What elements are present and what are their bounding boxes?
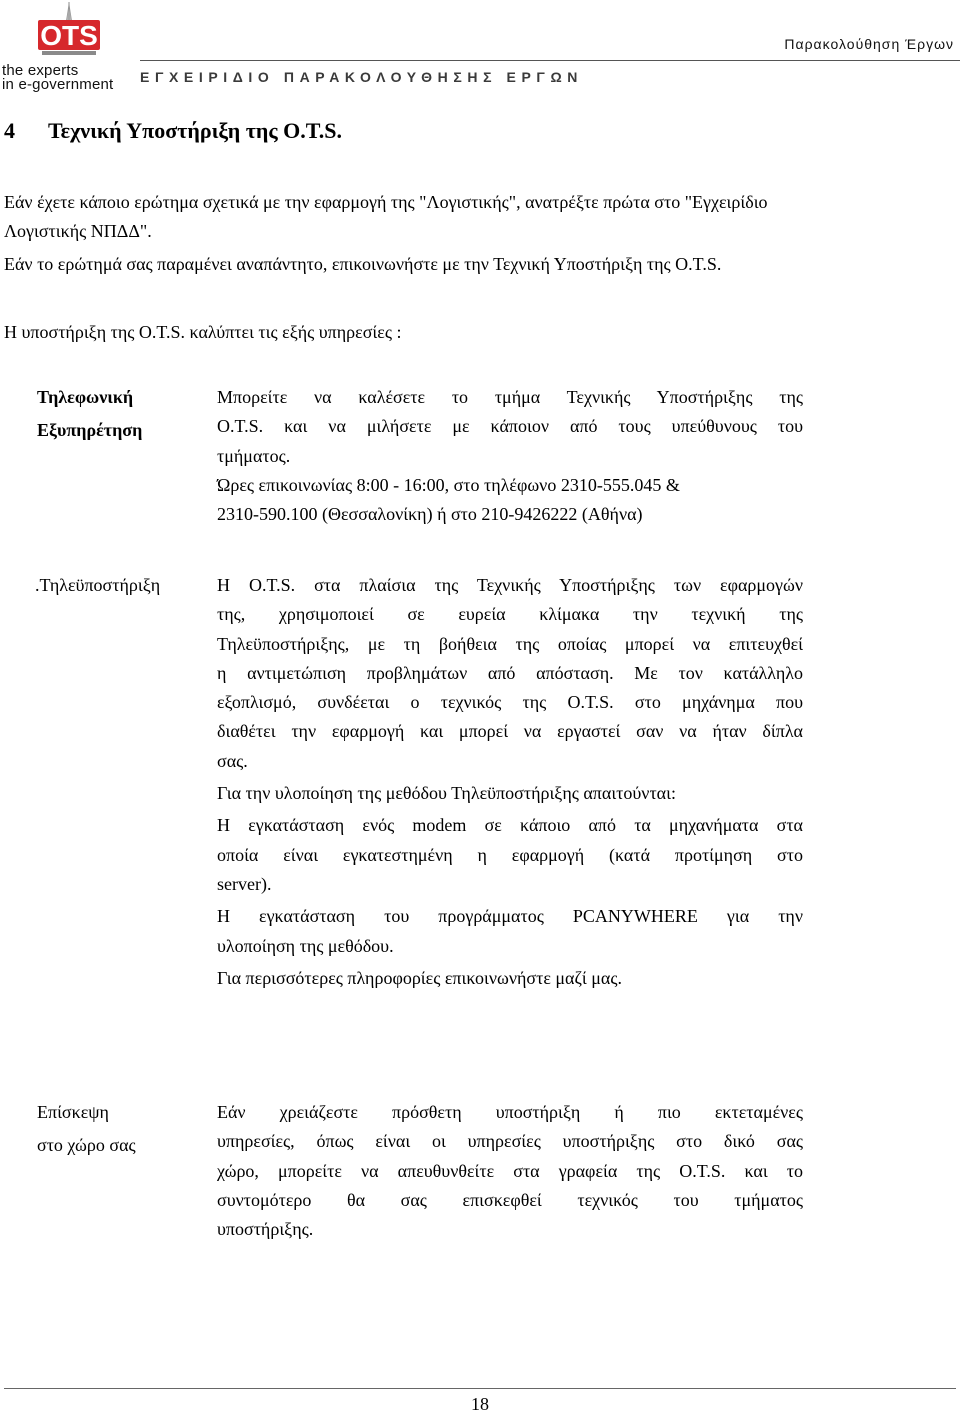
- visit-line: Εάν χρειάζεστε πρόσθετη υποστήριξη ή πιο εκτεταμένες: [217, 1102, 803, 1122]
- remote-line: της, χρησιμοποιεί σε ευρεία κλίμακα την τεχνική της: [217, 604, 803, 625]
- remote-line: σας.: [217, 750, 248, 771]
- remote-support-label: .Τηλεϋποστήριξη: [35, 575, 161, 595]
- page-header: [0, 0, 960, 100]
- logo-tagline-line1: the experts: [2, 62, 79, 79]
- intro-line-4: Η υποστήριξη της O.T.S. καλύπτει τις εξής υπηρεσίες :: [4, 322, 402, 342]
- phone-line: τμήματος.: [217, 445, 291, 466]
- section-heading: [4, 118, 342, 144]
- remote-line: Για την υλοποίηση της μεθόδου Τηλεϋποστήριξης απαιτούνται:: [217, 783, 676, 804]
- visit-line: υποστήριξης.: [217, 1219, 314, 1240]
- phone-line: 2310-590.100 (Θεσσαλονίκη) ή στο 210-9426222 (Αθήνα): [217, 504, 643, 525]
- intro-line-3: Εάν το ερώτημά σας παραμένει αναπάντητο, επικοινωνήστε με την Τεχνική Υποστήριξη της O.T.S.: [4, 254, 722, 274]
- remote-line: Για περισσότερες πληροφορίες επικοινωνήστε μαζί μας.: [217, 967, 622, 988]
- footer-divider: [4, 1388, 956, 1389]
- phone-service-label-1: Τηλεφωνική: [37, 387, 134, 407]
- remote-line: η αντιμετώπιση προβλημάτων από απόσταση. Με τον κατάλληλο: [217, 662, 803, 683]
- logo-tagline-line2: in e-government: [2, 76, 114, 93]
- remote-line: Η εγκατάσταση του προγράμματος PCANYWHERE για την: [217, 906, 803, 927]
- visit-label-2: στο χώρο σας: [37, 1135, 136, 1155]
- header-right-title: Παρακολούθηση Έργων: [784, 36, 954, 52]
- header-divider: [140, 60, 960, 61]
- intro-line-2: Λογιστικής ΝΠΔΔ".: [4, 221, 152, 241]
- visit-line: υπηρεσίες, όπως είναι οι υπηρεσίες υποστήριξης στο δικό σας: [217, 1131, 803, 1152]
- remote-line: Η εγκατάσταση ενός modem σε κάποιο από τα μηχανήματα στα: [217, 815, 803, 836]
- remote-line: Τηλεϋποστήριξης, με τη βοήθεια της οποίας μπορεί να επιτευχθεί: [217, 633, 803, 654]
- logo-letters: OTS: [40, 20, 98, 51]
- remote-line: διαθέτει την εφαρμογή και μπορεί να εργαστεί σαν να ήταν δίπλα: [217, 721, 803, 742]
- logo-tagline: [2, 64, 113, 92]
- remote-line: εξοπλισμό, συνδέεται ο τεχνικός της O.T.S. στο μηχάνημα που: [217, 692, 803, 713]
- section-number: 4: [4, 118, 15, 143]
- page-number: 18: [471, 1394, 489, 1414]
- visit-line: χώρο, μπορείτε να απευθυνθείτε στα γραφεία της O.T.S. και το: [217, 1160, 803, 1181]
- visit-description: [217, 1098, 803, 1244]
- remote-line: Η O.T.S. στα πλαίσια της Τεχνικής Υποστήριξης των εφαρμογών: [217, 575, 803, 595]
- visit-line: συντομότερο θα σας επισκεφθεί τεχνικός του τμήματος: [217, 1189, 803, 1210]
- remote-line: υλοποίηση της μεθόδου.: [217, 935, 394, 956]
- phone-line: Μπορείτε να καλέσετε το τμήμα Τεχνικής Υποστήριξης της: [217, 387, 803, 407]
- phone-service-description: [217, 383, 803, 529]
- phone-service-label-2: Εξυπηρέτηση: [37, 420, 143, 440]
- section-title-text: Τεχνική Υποστήριξη της O.T.S.: [48, 118, 343, 143]
- remote-support-description: [217, 571, 803, 993]
- remote-line: server).: [217, 873, 272, 894]
- visit-label-1: Επίσκεψη: [37, 1102, 109, 1122]
- header-doc-title: ΕΓΧΕΙΡΙΔΙΟ ΠΑΡΑΚΟΛΟΥΘΗΣΗΣ ΕΡΓΩΝ: [140, 69, 583, 85]
- phone-line: O.T.S. και να μιλήσετε με κάποιον από τους υπεύθυνους του: [217, 416, 803, 437]
- intro-line-1: Εάν έχετε κάποιο ερώτημα σχετικά με την εφαρμογή της "Λογιστικής", ανατρέξτε πρώτα στο "Εγχειρίδιο: [4, 192, 768, 212]
- remote-line: οποία είναι εγκατεστημένη η εφαρμογή (κατά προτίμηση στο: [217, 844, 803, 865]
- phone-line: Ώρες επικοινωνίας 8:00 - 16:00, στο τηλέφωνο 2310-555.045 &: [217, 474, 680, 495]
